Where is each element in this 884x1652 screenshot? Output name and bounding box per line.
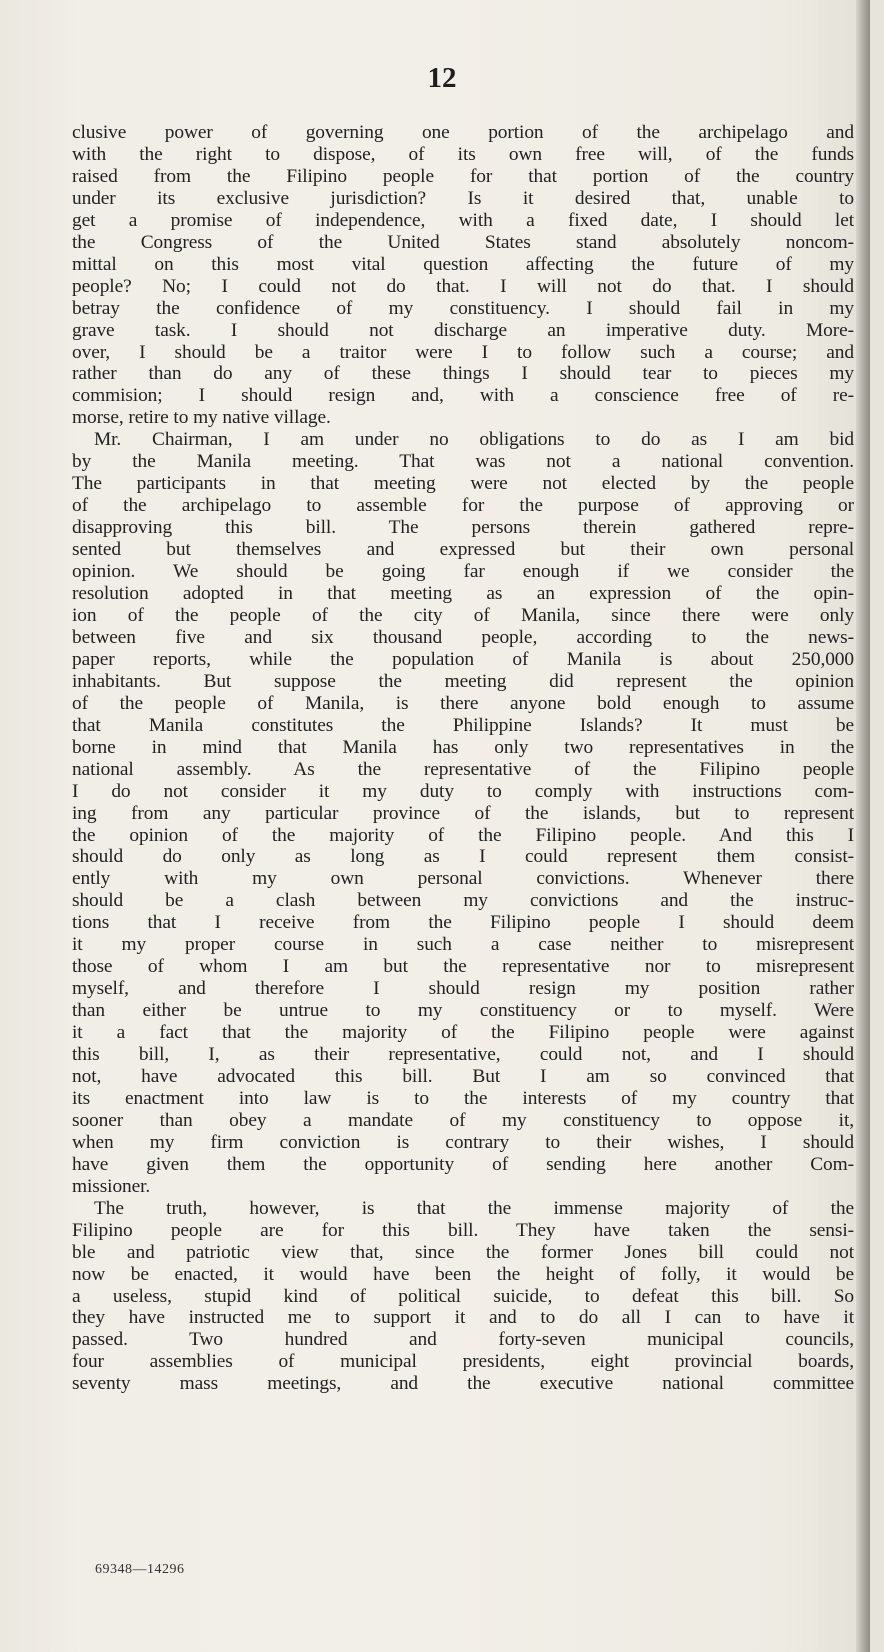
text-line: Filipino people are for this bill. They have taken the sensi- — [72, 1219, 854, 1241]
text-line: passed. Two hundred and forty-seven municipal councils, — [72, 1329, 854, 1351]
text-line: morse, retire to my native village. — [72, 407, 331, 429]
text-line: betray the confidence of my constituency. I should fail in my — [72, 297, 854, 319]
text-line: national assembly. As the representative of the Filipino people — [72, 758, 854, 780]
text-line: The participants in that meeting were not elected by the people — [72, 473, 854, 495]
text-line: inhabitants. But suppose the meeting did represent the opinion — [72, 670, 854, 692]
text-line: ing from any particular province of the islands, but to represent — [72, 802, 854, 824]
text-line: sented but themselves and expressed but their own personal — [72, 539, 854, 561]
text-line: it a fact that the majority of the Filipino people were against — [72, 1022, 854, 1044]
text-line: seventy mass meetings, and the executive national committee — [72, 1373, 854, 1395]
text-line: Mr. Chairman, I am under no obligations to do as I am bid — [94, 429, 854, 451]
text-line: that Manila constitutes the Philippine Islands? It must be — [72, 714, 854, 736]
text-line: should do only as long as I could represent them consist- — [72, 846, 854, 868]
text-line: of the people of Manila, is there anyone bold enough to assume — [72, 692, 854, 714]
footer-print-code: 69348—14296 — [95, 1562, 185, 1577]
text-line: than either be untrue to my constituency or to myself. Were — [72, 1000, 854, 1022]
text-line: commision; I should resign and, with a conscience free of re- — [72, 385, 854, 407]
text-line: The truth, however, is that the immense majority of the — [94, 1197, 854, 1219]
body-text — [72, 122, 854, 1395]
text-line: mittal on this most vital question affecting the future of my — [72, 253, 854, 275]
text-line: not, have advocated this bill. But I am so convinced that — [72, 1065, 854, 1087]
text-line: a useless, stupid kind of political suicide, to defeat this bill. So — [72, 1285, 854, 1307]
text-line: tions that I receive from the Filipino people I should deem — [72, 912, 854, 934]
text-line: ble and patriotic view that, since the former Jones bill could not — [72, 1241, 854, 1263]
text-line: sooner than obey a mandate of my constituency to oppose it, — [72, 1109, 854, 1131]
text-line: four assemblies of municipal presidents, eight provincial boards, — [72, 1351, 854, 1373]
text-line: people? No; I could not do that. I will not do that. I should — [72, 275, 854, 297]
text-line: paper reports, while the population of Manila is about 250,000 — [72, 648, 854, 670]
text-line: should be a clash between my convictions and the instruc- — [72, 890, 854, 912]
text-line: when my firm conviction is contrary to their wishes, I should — [72, 1131, 854, 1153]
text-line: rather than do any of these things I should tear to pieces my — [72, 363, 854, 385]
text-line: over, I should be a traitor were I to follow such a course; and — [72, 341, 854, 363]
text-line: the Congress of the United States stand absolutely noncom- — [72, 231, 854, 253]
text-line: disapproving this bill. The persons therein gathered repre- — [72, 517, 854, 539]
text-line: between five and six thousand people, according to the news- — [72, 626, 854, 648]
text-line: they have instructed me to support it and to do all I can to have it — [72, 1307, 854, 1329]
text-line: this bill, I, as their representative, could not, and I should — [72, 1044, 854, 1066]
text-line: under its exclusive jurisdiction? Is it desired that, unable to — [72, 187, 854, 209]
text-line: borne in mind that Manila has only two representatives in the — [72, 736, 854, 758]
text-line: it my proper course in such a case neither to misrepresent — [72, 934, 854, 956]
text-line: I do not consider it my duty to comply with instructions com- — [72, 780, 854, 802]
text-line: clusive power of governing one portion of the archipelago and — [72, 122, 854, 143]
text-line: opinion. We should be going far enough if we consider the — [72, 561, 854, 583]
text-line: its enactment into law is to the interests of my country that — [72, 1087, 854, 1109]
text-line: now be enacted, it would have been the height of folly, it would be — [72, 1263, 854, 1285]
text-line: grave task. I should not discharge an imperative duty. More- — [72, 319, 854, 341]
text-line: raised from the Filipino people for that portion of the country — [72, 165, 854, 187]
page-number: 12 — [427, 62, 457, 94]
text-line: ion of the people of the city of Manila, since there were only — [72, 604, 854, 626]
text-line: myself, and therefore I should resign my position rather — [72, 978, 854, 1000]
text-line: with the right to dispose, of its own free will, of the funds — [72, 143, 854, 165]
text-line: resolution adopted in that meeting as an expression of the opin- — [72, 583, 854, 605]
text-line: by the Manila meeting. That was not a national convention. — [72, 451, 854, 473]
text-line: of the archipelago to assemble for the purpose of approving or — [72, 495, 854, 517]
text-line: the opinion of the majority of the Filipino people. And this I — [72, 824, 854, 846]
text-line: missioner. — [72, 1175, 151, 1197]
page-edge-shadow — [856, 0, 870, 1652]
text-line: ently with my own personal convictions. Whenever there — [72, 868, 854, 890]
text-line: those of whom I am but the representative nor to misrepresent — [72, 956, 854, 978]
text-line: have given them the opportunity of sending here another Com- — [72, 1153, 854, 1175]
text-line: get a promise of independence, with a fixed date, I should let — [72, 209, 854, 231]
